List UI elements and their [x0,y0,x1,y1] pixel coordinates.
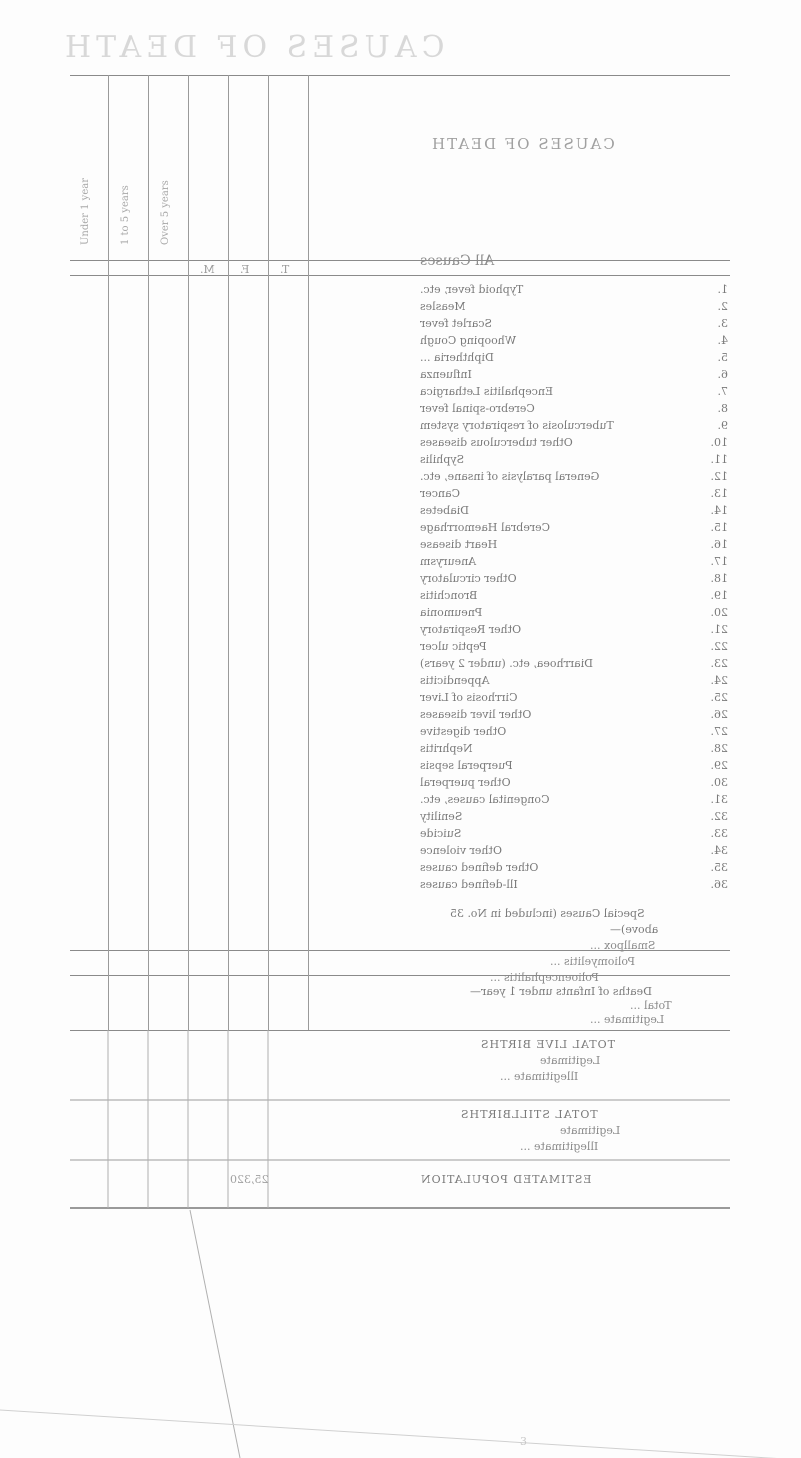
table-row: Measles 2. [420,300,728,313]
table-row: Whooping Cough 4. [420,334,728,347]
table-bottom-rule-2 [70,975,730,976]
column-header-f: F. [240,263,250,276]
table-row: Other tuberculous diseases 10. [420,436,728,449]
special-line: Polioencephalitis ... [490,971,599,984]
special-line: Poliomyelitis ... [550,955,635,968]
table-row: Syphilis 11. [420,453,728,466]
table-header-rule-2 [70,275,730,276]
table-row: Cerebral Haemorrhage 15. [420,521,728,534]
table-row: Suicide 33. [420,827,728,840]
special-section-subtitle: above)— [610,923,659,936]
heading-title: CAUSES OF DEATH [430,135,615,153]
section-label: All Causes [420,253,495,269]
table-row: Other defined causes 35. [420,861,728,874]
table-row: Other Respiratory 21. [420,623,728,636]
table-row: Peptic ulcer 22. [420,640,728,653]
table-row: Other liver diseases 26. [420,708,728,721]
table-header-rule [70,260,730,261]
stillbirths-label: TOTAL STILLBIRTHS [460,1108,598,1121]
population-value: 25,320 [230,1173,269,1186]
table-row: Other digestive 27. [420,725,728,738]
table-row: Tuberculosis of respiratory system 9. [420,419,728,432]
live-births-line: Illegitimate ... [500,1070,579,1083]
table-row: Ill-defined causes 36. [420,878,728,891]
population-label: ESTIMATED POPULATION [420,1173,592,1186]
table-row: Congenital causes, etc. 31. [420,793,728,806]
table-row: Other circulatory 18. [420,572,728,585]
rotated-label-1: Under 1 year [80,178,91,245]
special-line: Smallpox ... [590,939,656,952]
stillbirths-line: Legitimate [560,1124,621,1137]
title-strip [0,0,801,75]
table-row: Appendicitis 24. [420,674,728,687]
table-row: Other violence 34. [420,844,728,857]
table-row: Other puerperal 30. [420,776,728,789]
table-row: Puerperal sepsis 29. [420,759,728,772]
rotated-label-3: Over 5 years [160,180,171,245]
table-row: Senility 32. [420,810,728,823]
infant-deaths-title: Deaths of Infants under 1 year— [470,985,652,998]
table-row: General paralysis of insane, etc. 12. [420,470,728,483]
table-row: Diphtheria ... 5. [420,351,728,364]
table-row: Nephritis 28. [420,742,728,755]
table-row: Influenza 6. [420,368,728,381]
special-section-title: Special Causes (included in No. 35 [450,907,645,920]
table-row: Encephalitis Lethargica 7. [420,385,728,398]
table-row: Pneumonia 20. [420,606,728,619]
table-row: Bronchitis 19. [420,589,728,602]
infant-line: Total ... [630,999,672,1012]
live-births-label: TOTAL LIVE BIRTHS [480,1038,615,1051]
page-marker: 3 [520,1435,527,1448]
live-births-line: Legitimate [540,1054,601,1067]
column-header-m: M. [200,263,215,276]
table-row: Cirrhosis of Liver 25. [420,691,728,704]
stillbirths-line: Illegitimate ... [520,1140,599,1153]
table-row: Cancer 13. [420,487,728,500]
table-top-rule [70,75,730,76]
table-row: Aneurysm 17. [420,555,728,568]
totals-area [0,1030,801,1458]
column-header-t: T. [280,263,290,276]
table-row: Diabetes 14. [420,504,728,517]
table-row: Scarlet fever 3. [420,317,728,330]
table-row: Typhoid fever, etc. 1. [420,283,728,296]
infant-line: Legitimate ... [590,1013,665,1026]
fold-lines [0,1030,801,1458]
document-title: CAUSES OF DEATH [60,30,445,65]
mortality-table [70,75,730,1030]
rotated-label-2: 1 to 5 years [120,185,131,245]
table-row: Diarrhoea, etc. (under 2 years) 23. [420,657,728,670]
table-row: Cerebro-spinal fever 8. [420,402,728,415]
table-row: Heart disease 16. [420,538,728,551]
